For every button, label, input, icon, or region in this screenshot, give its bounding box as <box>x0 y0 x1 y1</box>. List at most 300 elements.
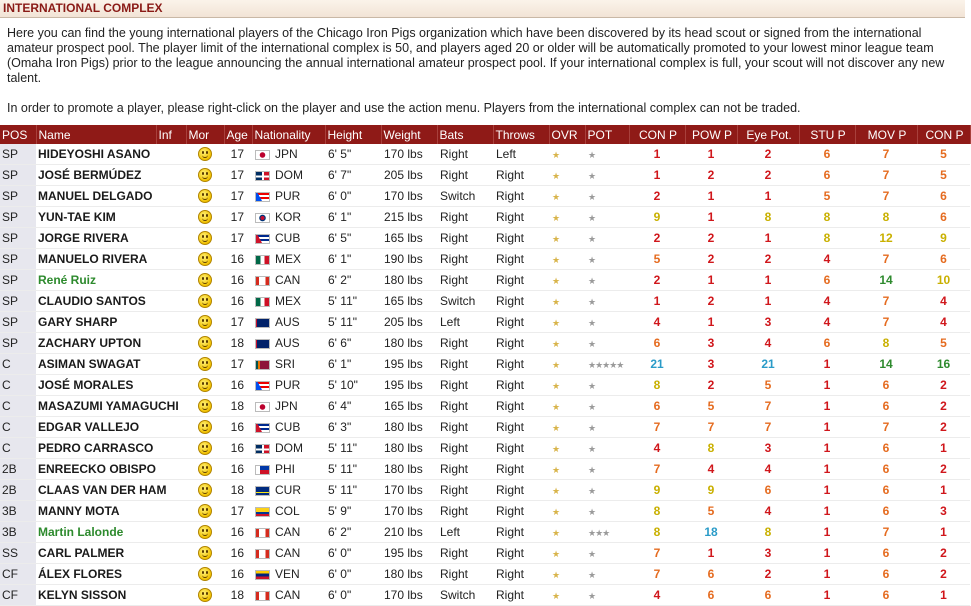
pot-star-icon: ★★★★★ <box>588 360 624 370</box>
pot-star-icon: ★ <box>588 444 596 454</box>
player-name[interactable]: EDGAR VALLEJO <box>36 417 156 438</box>
throws-cell: Left <box>493 144 549 165</box>
rating-cell: 8 <box>737 207 799 228</box>
morale-cell <box>186 186 224 207</box>
morale-cell <box>186 228 224 249</box>
inf-cell <box>156 375 186 396</box>
position-cell: 3B <box>0 501 36 522</box>
col-weight[interactable]: Weight <box>381 125 437 144</box>
pot-cell <box>585 228 629 249</box>
table-row[interactable] <box>0 270 970 291</box>
pot-cell <box>585 522 629 543</box>
morale-cell <box>186 165 224 186</box>
bats-cell: Right <box>437 270 493 291</box>
pot-cell <box>585 354 629 375</box>
morale-cell <box>186 480 224 501</box>
flag-icon <box>255 402 270 412</box>
rating-cell: 2 <box>917 543 970 564</box>
players-table <box>0 125 971 606</box>
bats-cell: Right <box>437 375 493 396</box>
inf-cell <box>156 144 186 165</box>
bats-cell: Right <box>437 396 493 417</box>
morale-cell <box>186 249 224 270</box>
rating-cell: 14 <box>855 354 917 375</box>
ovr-star-icon: ★ <box>552 381 560 391</box>
morale-cell <box>186 522 224 543</box>
table-row[interactable] <box>0 375 970 396</box>
col-name[interactable]: Name <box>36 125 156 144</box>
ovr-cell <box>549 585 585 606</box>
age-cell: 17 <box>224 228 252 249</box>
table-header <box>0 125 970 144</box>
position-cell: SP <box>0 270 36 291</box>
throws-cell: Right <box>493 564 549 585</box>
player-name[interactable]: ZACHARY UPTON <box>36 333 156 354</box>
ovr-star-icon: ★ <box>552 486 560 496</box>
rating-cell: 1 <box>799 501 855 522</box>
col-nationality[interactable]: Nationality <box>252 125 325 144</box>
flag-icon <box>255 591 270 601</box>
age-cell: 16 <box>224 564 252 585</box>
position-cell: 3B <box>0 522 36 543</box>
pot-star-icon: ★ <box>588 171 596 181</box>
pot-cell <box>585 417 629 438</box>
rating-cell: 7 <box>855 144 917 165</box>
player-name[interactable]: JORGE RIVERA <box>36 228 156 249</box>
position-cell: C <box>0 354 36 375</box>
ovr-cell <box>549 480 585 501</box>
inf-cell <box>156 564 186 585</box>
age-cell: 16 <box>224 417 252 438</box>
height-cell: 6' 0" <box>325 543 381 564</box>
bats-cell: Right <box>437 207 493 228</box>
age-cell: 16 <box>224 438 252 459</box>
nationality-cell <box>252 396 325 417</box>
rating-cell: 4 <box>629 585 685 606</box>
nationality-code: CUB <box>275 420 301 434</box>
height-cell: 6' 2" <box>325 270 381 291</box>
height-cell: 5' 10" <box>325 375 381 396</box>
height-cell: 6' 6" <box>325 333 381 354</box>
position-cell: SP <box>0 312 36 333</box>
rating-cell: 7 <box>737 396 799 417</box>
player-name[interactable]: ASIMAN SWAGAT <box>36 354 156 375</box>
ovr-cell <box>549 522 585 543</box>
table-row[interactable] <box>0 522 970 543</box>
table-row[interactable] <box>0 312 970 333</box>
throws-cell: Right <box>493 312 549 333</box>
rating-cell: 1 <box>737 291 799 312</box>
rating-cell: 1 <box>685 270 737 291</box>
weight-cell: 180 lbs <box>381 333 437 354</box>
throws-cell: Right <box>493 522 549 543</box>
table-row[interactable] <box>0 585 970 606</box>
rating-cell: 2 <box>917 564 970 585</box>
height-cell: 6' 3" <box>325 417 381 438</box>
position-cell: SP <box>0 165 36 186</box>
bats-cell: Left <box>437 522 493 543</box>
player-name[interactable]: ENREECKO OBISPO <box>36 459 156 480</box>
rating-cell: 2 <box>629 270 685 291</box>
age-cell: 18 <box>224 480 252 501</box>
bats-cell: Right <box>437 564 493 585</box>
rating-cell: 4 <box>629 312 685 333</box>
morale-cell <box>186 396 224 417</box>
morale-cell <box>186 354 224 375</box>
ovr-cell <box>549 396 585 417</box>
pot-cell <box>585 270 629 291</box>
rating-cell: 6 <box>685 564 737 585</box>
col-stu-p[interactable]: STU P <box>799 125 855 144</box>
throws-cell: Right <box>493 165 549 186</box>
bats-cell: Right <box>437 501 493 522</box>
rating-cell: 9 <box>917 228 970 249</box>
rating-cell: 5 <box>799 186 855 207</box>
happy-face-icon <box>198 357 212 371</box>
happy-face-icon <box>198 567 212 581</box>
col-pos[interactable]: POS <box>0 125 36 144</box>
ovr-cell <box>549 165 585 186</box>
nationality-code: AUS <box>275 336 300 350</box>
happy-face-icon <box>198 231 212 245</box>
inf-cell <box>156 207 186 228</box>
rating-cell: 6 <box>917 249 970 270</box>
table-row[interactable] <box>0 228 970 249</box>
table-row[interactable] <box>0 459 970 480</box>
rating-cell: 6 <box>855 375 917 396</box>
rating-cell: 2 <box>685 291 737 312</box>
rating-cell: 5 <box>917 144 970 165</box>
player-name[interactable]: YUN-TAE KIM <box>36 207 156 228</box>
bats-cell: Right <box>437 165 493 186</box>
player-name[interactable]: Martin Lalonde <box>36 522 156 543</box>
age-cell: 16 <box>224 375 252 396</box>
bats-cell: Right <box>437 543 493 564</box>
col-pot[interactable]: POT <box>585 125 629 144</box>
happy-face-icon <box>198 210 212 224</box>
morale-cell <box>186 270 224 291</box>
rating-cell: 7 <box>855 312 917 333</box>
weight-cell: 190 lbs <box>381 249 437 270</box>
rating-cell: 3 <box>737 312 799 333</box>
position-cell: SS <box>0 543 36 564</box>
position-cell: SP <box>0 144 36 165</box>
table-row[interactable] <box>0 396 970 417</box>
nationality-code: SRI <box>275 357 296 371</box>
happy-face-icon <box>198 189 212 203</box>
rating-cell: 8 <box>855 333 917 354</box>
ovr-cell <box>549 333 585 354</box>
ovr-cell <box>549 543 585 564</box>
ovr-star-icon: ★ <box>552 297 560 307</box>
height-cell: 6' 0" <box>325 564 381 585</box>
weight-cell: 170 lbs <box>381 186 437 207</box>
position-cell: 2B <box>0 459 36 480</box>
rating-cell: 2 <box>629 186 685 207</box>
rating-cell: 7 <box>855 417 917 438</box>
nationality-code: DOM <box>275 168 303 182</box>
flag-icon <box>255 192 270 202</box>
rating-cell: 3 <box>685 354 737 375</box>
rating-cell: 2 <box>737 564 799 585</box>
ovr-star-icon: ★ <box>552 423 560 433</box>
flag-icon <box>255 255 270 265</box>
nationality-code: PHI <box>275 462 296 476</box>
rating-cell: 2 <box>629 228 685 249</box>
table-row[interactable] <box>0 480 970 501</box>
rating-cell: 1 <box>917 438 970 459</box>
rating-cell: 1 <box>917 522 970 543</box>
inf-cell <box>156 543 186 564</box>
player-name[interactable]: René Ruiz <box>36 270 156 291</box>
player-name[interactable]: CLAUDIO SANTOS <box>36 291 156 312</box>
rating-cell: 6 <box>799 270 855 291</box>
nationality-code: CAN <box>275 546 301 560</box>
bats-cell: Right <box>437 228 493 249</box>
table-row[interactable] <box>0 438 970 459</box>
ovr-cell <box>549 354 585 375</box>
table-row[interactable] <box>0 417 970 438</box>
age-cell: 17 <box>224 207 252 228</box>
inf-cell <box>156 522 186 543</box>
col-pow-p[interactable]: POW P <box>685 125 737 144</box>
flag-icon <box>255 528 270 538</box>
morale-cell <box>186 417 224 438</box>
table-row[interactable] <box>0 165 970 186</box>
ovr-star-icon: ★ <box>552 549 560 559</box>
pot-star-icon: ★ <box>588 465 596 475</box>
player-name[interactable]: KELYN SISSON <box>36 585 156 606</box>
throws-cell: Right <box>493 585 549 606</box>
table-row[interactable] <box>0 207 970 228</box>
height-cell: 6' 1" <box>325 354 381 375</box>
weight-cell: 195 lbs <box>381 543 437 564</box>
age-cell: 17 <box>224 144 252 165</box>
happy-face-icon <box>198 588 212 602</box>
inf-cell <box>156 459 186 480</box>
col-mov-p[interactable]: MOV P <box>855 125 917 144</box>
morale-cell <box>186 459 224 480</box>
pot-cell <box>585 375 629 396</box>
rating-cell: 1 <box>685 312 737 333</box>
player-name[interactable]: JOSÉ MORALES <box>36 375 156 396</box>
col-mor[interactable]: Mor <box>186 125 224 144</box>
table-row[interactable] <box>0 144 970 165</box>
height-cell: 6' 5" <box>325 144 381 165</box>
inf-cell <box>156 333 186 354</box>
rating-cell: 2 <box>737 165 799 186</box>
nationality-cell <box>252 228 325 249</box>
player-name[interactable]: MASAZUMI YAMAGUCHI <box>36 396 156 417</box>
weight-cell: 170 lbs <box>381 501 437 522</box>
weight-cell: 205 lbs <box>381 165 437 186</box>
rating-cell: 8 <box>855 207 917 228</box>
col-throws[interactable]: Throws <box>493 125 549 144</box>
pot-star-icon: ★★★ <box>588 528 610 538</box>
nationality-cell <box>252 564 325 585</box>
pot-star-icon: ★ <box>588 423 596 433</box>
player-name[interactable]: ÁLEX FLORES <box>36 564 156 585</box>
nationality-cell <box>252 249 325 270</box>
player-name[interactable]: CARL PALMER <box>36 543 156 564</box>
age-cell: 16 <box>224 522 252 543</box>
rating-cell: 4 <box>799 291 855 312</box>
rating-cell: 16 <box>917 354 970 375</box>
rating-cell: 1 <box>629 165 685 186</box>
col-height[interactable]: Height <box>325 125 381 144</box>
rating-cell: 2 <box>685 228 737 249</box>
height-cell: 5' 11" <box>325 480 381 501</box>
col-inf[interactable]: Inf <box>156 125 186 144</box>
rating-cell: 6 <box>917 207 970 228</box>
flag-icon <box>255 213 270 223</box>
rating-cell: 7 <box>855 249 917 270</box>
weight-cell: 165 lbs <box>381 228 437 249</box>
rating-cell: 3 <box>917 501 970 522</box>
rating-cell: 8 <box>629 501 685 522</box>
rating-cell: 1 <box>737 186 799 207</box>
inf-cell <box>156 501 186 522</box>
bats-cell: Right <box>437 144 493 165</box>
nationality-cell <box>252 270 325 291</box>
inf-cell <box>156 438 186 459</box>
flag-icon <box>255 381 270 391</box>
player-name[interactable]: PEDRO CARRASCO <box>36 438 156 459</box>
table-row[interactable] <box>0 501 970 522</box>
nationality-code: MEX <box>275 252 302 266</box>
flag-icon <box>255 360 270 370</box>
player-name[interactable]: JOSÉ BERMÚDEZ <box>36 165 156 186</box>
rating-cell: 6 <box>855 459 917 480</box>
inf-cell <box>156 249 186 270</box>
table-row[interactable] <box>0 354 970 375</box>
height-cell: 5' 9" <box>325 501 381 522</box>
rating-cell: 7 <box>629 543 685 564</box>
flag-icon <box>255 570 270 580</box>
nationality-code: KOR <box>275 210 302 224</box>
pot-cell <box>585 186 629 207</box>
col-eye-pot[interactable]: Eye Pot. <box>737 125 799 144</box>
nationality-code: CAN <box>275 588 301 602</box>
pot-star-icon: ★ <box>588 339 596 349</box>
col-age[interactable]: Age <box>224 125 252 144</box>
pot-cell <box>585 396 629 417</box>
morale-cell <box>186 543 224 564</box>
weight-cell: 170 lbs <box>381 480 437 501</box>
morale-cell <box>186 312 224 333</box>
table-row[interactable] <box>0 564 970 585</box>
rating-cell: 1 <box>799 354 855 375</box>
happy-face-icon <box>198 336 212 350</box>
player-name[interactable]: MANUEL DELGADO <box>36 186 156 207</box>
rating-cell: 1 <box>917 480 970 501</box>
page-title: INTERNATIONAL COMPLEX <box>0 0 965 18</box>
description <box>0 18 965 116</box>
rating-cell: 1 <box>799 522 855 543</box>
height-cell: 5' 11" <box>325 291 381 312</box>
player-name[interactable]: GARY SHARP <box>36 312 156 333</box>
ovr-star-icon: ★ <box>552 570 560 580</box>
col-ovr[interactable]: OVR <box>549 125 585 144</box>
throws-cell: Right <box>493 207 549 228</box>
rating-cell: 2 <box>917 459 970 480</box>
happy-face-icon <box>198 147 212 161</box>
ovr-star-icon: ★ <box>552 444 560 454</box>
table-row[interactable] <box>0 186 970 207</box>
rating-cell: 2 <box>685 165 737 186</box>
table-row[interactable] <box>0 249 970 270</box>
rating-cell: 6 <box>685 585 737 606</box>
player-name[interactable]: HIDEYOSHI ASANO <box>36 144 156 165</box>
height-cell: 5' 11" <box>325 312 381 333</box>
player-name[interactable]: MANNY MOTA <box>36 501 156 522</box>
player-name[interactable]: MANUELO RIVERA <box>36 249 156 270</box>
weight-cell: 215 lbs <box>381 207 437 228</box>
col-con-p[interactable]: CON P <box>629 125 685 144</box>
age-cell: 16 <box>224 270 252 291</box>
throws-cell: Right <box>493 459 549 480</box>
rating-cell: 6 <box>855 585 917 606</box>
player-name[interactable]: CLAAS VAN DER HAM <box>36 480 156 501</box>
rating-cell: 2 <box>737 144 799 165</box>
pot-star-icon: ★ <box>588 213 596 223</box>
morale-cell <box>186 291 224 312</box>
position-cell: CF <box>0 564 36 585</box>
ovr-star-icon: ★ <box>552 171 560 181</box>
inf-cell <box>156 270 186 291</box>
flag-icon <box>255 444 270 454</box>
morale-cell <box>186 438 224 459</box>
age-cell: 17 <box>224 312 252 333</box>
bats-cell: Right <box>437 459 493 480</box>
nationality-cell <box>252 144 325 165</box>
nationality-code: AUS <box>275 315 300 329</box>
pot-cell <box>585 459 629 480</box>
morale-cell <box>186 144 224 165</box>
ovr-star-icon: ★ <box>552 339 560 349</box>
nationality-code: CAN <box>275 525 301 539</box>
flag-icon <box>255 423 270 433</box>
nationality-code: PUR <box>275 378 301 392</box>
rating-cell: 4 <box>799 249 855 270</box>
rating-cell: 5 <box>917 165 970 186</box>
ovr-cell <box>549 438 585 459</box>
table-row[interactable] <box>0 333 970 354</box>
rating-cell: 6 <box>737 480 799 501</box>
age-cell: 17 <box>224 354 252 375</box>
col-bats[interactable]: Bats <box>437 125 493 144</box>
flag-icon <box>255 276 270 286</box>
rating-cell: 7 <box>629 459 685 480</box>
col-con-p-2[interactable]: CON P <box>917 125 970 144</box>
rating-cell: 1 <box>737 228 799 249</box>
happy-face-icon <box>198 399 212 413</box>
weight-cell: 210 lbs <box>381 522 437 543</box>
weight-cell: 165 lbs <box>381 396 437 417</box>
rating-cell: 6 <box>855 564 917 585</box>
throws-cell: Right <box>493 186 549 207</box>
nationality-cell <box>252 501 325 522</box>
table-row[interactable] <box>0 543 970 564</box>
pot-star-icon: ★ <box>588 486 596 496</box>
table-row[interactable] <box>0 291 970 312</box>
happy-face-icon <box>198 294 212 308</box>
rating-cell: 1 <box>799 459 855 480</box>
rating-cell: 6 <box>917 186 970 207</box>
rating-cell: 10 <box>917 270 970 291</box>
nationality-cell <box>252 165 325 186</box>
rating-cell: 6 <box>855 480 917 501</box>
